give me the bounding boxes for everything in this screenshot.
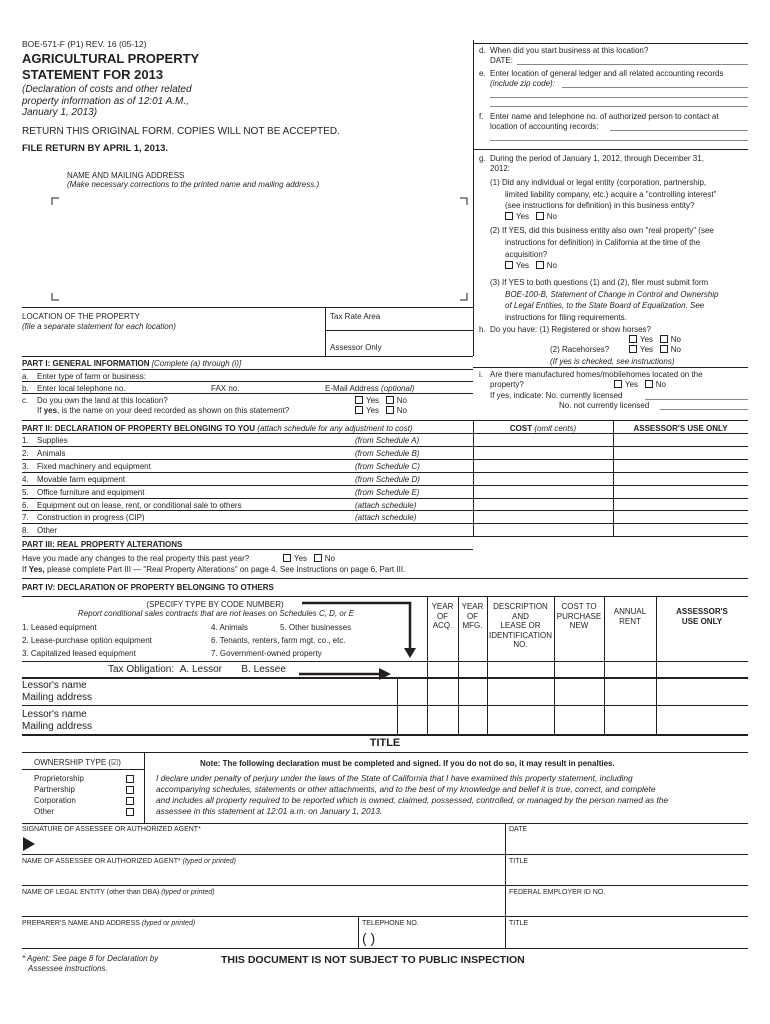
h1-no-checkbox[interactable] xyxy=(660,335,668,343)
g3-line2: BOE-100-B, Statement of Change in Control and Ownership xyxy=(505,290,719,299)
part2-row-label: Office furniture and equipment xyxy=(37,487,145,497)
item-i-text1: Are there manufactured homes/mobilehomes located on the xyxy=(490,370,703,379)
c1-yes-checkbox[interactable] xyxy=(355,396,363,404)
telephone-label: TELEPHONE NO. xyxy=(362,920,419,927)
part1-title-note: [Complete (a) through (i)] xyxy=(151,359,242,368)
code-1: 1. Leased equipment xyxy=(22,623,97,632)
code-arrow xyxy=(300,600,430,660)
cost-new-header: COST TO PURCHASE NEW xyxy=(556,602,602,631)
h1-yes-no[interactable] xyxy=(629,335,681,345)
c2-no-checkbox[interactable] xyxy=(386,406,394,414)
code-2: 2. Lease-purchase option equipment xyxy=(22,636,152,645)
part2-row-label: Equipment out on lease, rent, or conditional sale to others xyxy=(37,500,242,510)
preparer-label: PREPARER'S NAME AND ADDRESS (typed or printed) xyxy=(22,920,196,927)
ownership-type-checkbox[interactable] xyxy=(126,775,134,783)
item-h: h. xyxy=(479,325,486,334)
tax-rate-area-label: Tax Rate Area xyxy=(330,312,381,321)
yes-label: Yes xyxy=(640,335,654,344)
code-6: 6. Tenants, renters, farm mgt. co., etc. xyxy=(211,636,346,645)
item-a-text: Enter type of farm or business: xyxy=(37,372,146,381)
g3-line4: instructions for filing requirements. xyxy=(505,313,627,322)
date-label-sig: DATE xyxy=(509,826,528,833)
part3-question: Have you made any changes to the real property this past year? xyxy=(22,554,250,563)
item-f: f. xyxy=(479,112,484,121)
assessor-use-header: ASSESSOR'S USE ONLY xyxy=(633,424,728,433)
h2-yes-checkbox[interactable] xyxy=(629,345,637,353)
location-note: (file a separate statement for each location) xyxy=(22,322,176,331)
date-label: DATE: xyxy=(490,56,513,65)
mailing-address-1: Mailing address xyxy=(22,692,93,703)
item-f-text2: location of accounting records: xyxy=(490,122,599,131)
part2-cost-field[interactable] xyxy=(475,499,611,510)
p3-no-checkbox[interactable] xyxy=(314,554,322,562)
yes-label: Yes xyxy=(516,261,530,270)
part1-title-text: PART I: GENERAL INFORMATION xyxy=(22,359,150,368)
g1-yes-checkbox[interactable] xyxy=(505,212,513,220)
yes-label: Yes xyxy=(625,380,639,389)
fax-label: FAX no. xyxy=(211,384,240,393)
i-no-checkbox[interactable] xyxy=(645,380,653,388)
part2-row-schedule: (attach schedule) xyxy=(355,500,417,510)
part2-row-label: Supplies xyxy=(37,436,68,445)
sign-here-arrow xyxy=(22,836,36,852)
title-label: TITLE xyxy=(509,858,529,865)
g1-no-checkbox[interactable] xyxy=(536,212,544,220)
c2-yes-checkbox[interactable] xyxy=(355,406,363,414)
item-c: c. xyxy=(22,396,29,405)
c1-no-checkbox[interactable] xyxy=(386,396,394,404)
h-note: (If yes is checked, see instructions) xyxy=(550,357,675,366)
assessor-only-label: Assessor Only xyxy=(330,343,382,352)
yes-label: Yes xyxy=(294,554,308,563)
contact-field-2[interactable] xyxy=(490,140,748,141)
g2-line2: instructions for definition) in California at the time of the xyxy=(505,238,701,247)
part2-row-label: Animals xyxy=(37,448,66,458)
lessee-arrow xyxy=(297,666,397,682)
form-title-line2: STATEMENT FOR 2013 xyxy=(22,67,164,82)
g2-yes-no[interactable] xyxy=(505,261,557,271)
part2-row-label: Fixed machinery and equipment xyxy=(37,461,151,471)
item-h-text: Do you have: (1) Registered or show horses? xyxy=(490,325,651,334)
part2-row-num: 5. xyxy=(22,487,29,497)
i-yes-checkbox[interactable] xyxy=(614,380,622,388)
declaration-text-3: and includes all property required to be reported which is owned, claimed, possessed, controlled, or managed by the person named as the xyxy=(156,795,669,805)
agent-note-1: * Agent: See page 8 for Declaration by xyxy=(22,954,159,963)
year-mfg-header: YEAR OF MFG. xyxy=(461,602,484,631)
h2-no-checkbox[interactable] xyxy=(660,345,668,353)
h2-yes-no[interactable] xyxy=(629,345,681,355)
name-address-label: NAME AND MAILING ADDRESS xyxy=(67,171,185,180)
subtitle-1: (Declaration of costs and other related xyxy=(22,84,192,95)
part2-row-schedule: (from Schedule A) xyxy=(355,436,420,445)
contact-field-1[interactable] xyxy=(610,130,748,131)
ledger-field-2[interactable] xyxy=(490,97,748,98)
part2-row-schedule: (from Schedule B) xyxy=(355,448,420,458)
title-label-2: TITLE xyxy=(509,920,529,927)
ownership-type-checkbox[interactable] xyxy=(126,786,134,794)
part2-row-label: Construction in progress (CIP) xyxy=(37,513,145,523)
part1-title xyxy=(22,359,241,369)
no-label: No xyxy=(396,396,407,405)
ledger-field-3[interactable] xyxy=(490,106,748,107)
date-field[interactable] xyxy=(517,64,748,65)
part2-row-label: Other xyxy=(37,526,58,536)
location-label: LOCATION OF THE PROPERTY xyxy=(22,312,140,321)
year-acq-header: YEAR OF ACQ. xyxy=(431,602,454,631)
corner-mark-tl xyxy=(51,197,59,205)
mailing-address-2: Mailing address xyxy=(22,721,93,732)
name-address-note: (Make necessary corrections to the printed name and mailing address.) xyxy=(67,180,320,189)
part2-cost-field[interactable] xyxy=(475,447,611,458)
item-i-text2: property? xyxy=(490,380,524,389)
part2-row-schedule: (attach schedule) xyxy=(355,513,417,523)
item-f-text1: Enter name and telephone no. of authorized person to contact at xyxy=(490,112,719,121)
part2-row-num: 7. xyxy=(22,513,29,523)
part2-row-num: 8. xyxy=(22,526,29,536)
assessor-use-header-p4: ASSESSOR'S USE ONLY xyxy=(676,607,728,626)
item-d: d. xyxy=(479,46,486,55)
item-e: e. xyxy=(479,69,486,78)
declaration-text-4: assessee in this statement at 12:01 a.m. on January 1, 2013. xyxy=(156,806,383,816)
no-label: No xyxy=(655,380,666,389)
g1-line3: (see instructions for definition) in this business entity? xyxy=(505,201,695,210)
part2-row-num: 4. xyxy=(22,474,29,484)
part2-cost-field[interactable] xyxy=(475,473,611,484)
part3-title: PART III: REAL PROPERTY ALTERATIONS xyxy=(22,540,183,549)
form-id: BOE-571-F (P1) REV. 16 (05-12) xyxy=(22,39,147,49)
item-a: a. xyxy=(22,372,29,381)
item-i-text4: No. not currently licensed xyxy=(559,401,650,410)
part2-row-label: Movable farm equipment xyxy=(37,474,126,484)
part2-row-schedule: (from Schedule C) xyxy=(355,461,420,471)
h2-label: (2) Racehorses? xyxy=(550,345,610,354)
item-e-text: Enter location of general ledger and all related accounting records xyxy=(490,69,724,78)
part2-row-num: 2. xyxy=(22,448,29,458)
no-label: No xyxy=(670,345,681,354)
corner-mark-br xyxy=(460,293,468,301)
part2-row-schedule: (from Schedule E) xyxy=(355,487,420,497)
item-i-text3: If yes, indicate: No. currently licensed xyxy=(490,391,623,400)
item-g-text2: 2012: xyxy=(490,164,511,173)
signature-field[interactable] xyxy=(40,836,500,852)
code-3: 3. Capitalized leased equipment xyxy=(22,649,136,658)
item-g: g. xyxy=(479,154,486,163)
declaration-text-2: accompanying schedules, statements or other attachments, and to the best of my knowledge and belief it is true, correct, and complete xyxy=(156,784,656,794)
subtitle-3: January 1, 2013) xyxy=(22,107,98,118)
part4-title: PART IV: DECLARATION OF PROPERTY BELONGING TO OTHERS xyxy=(22,583,274,592)
item-d-text: When did you start business at this location? xyxy=(490,46,649,55)
signature-label: SIGNATURE OF ASSESSEE OR AUTHORIZED AGENT* xyxy=(22,826,201,833)
item-b-text: Enter local telephone no. xyxy=(37,384,126,393)
g1-yes-no[interactable] xyxy=(505,212,557,222)
g1-line2: limited liability company, etc.) acquire a "controlling interest" xyxy=(505,190,717,199)
ownership-type-label: Partnership xyxy=(34,785,75,794)
ownership-type-label: Proprietorship xyxy=(34,774,84,783)
p3-yes-no[interactable] xyxy=(283,554,335,564)
no-label: No xyxy=(324,554,335,563)
email-note: (optional) xyxy=(381,384,415,393)
part2-title-text: PART II: DECLARATION OF PROPERTY BELONGING TO YOU xyxy=(22,424,256,433)
no-label: No xyxy=(546,261,557,270)
not-licensed-field[interactable] xyxy=(660,409,748,410)
part2-row-num: 6. xyxy=(22,500,29,510)
ownership-type-checkbox[interactable] xyxy=(126,808,134,816)
c2-yes-no[interactable] xyxy=(355,406,407,416)
g2-yes-checkbox[interactable] xyxy=(505,261,513,269)
g2-no-checkbox[interactable] xyxy=(536,261,544,269)
part2-cost-field[interactable] xyxy=(475,460,611,471)
item-c2-text: If yes, is the name on your deed recorded as shown on this statement? xyxy=(37,406,290,415)
g1-line1: (1) Did any individual or legal entity (corporation, partnership, xyxy=(490,178,707,187)
p3-yes-checkbox[interactable] xyxy=(283,554,291,562)
fein-label: FEDERAL EMPLOYER ID NO. xyxy=(509,889,606,896)
ownership-type-label: Corporation xyxy=(34,796,76,805)
ownership-type: OWNERSHIP TYPE (☑) xyxy=(34,758,121,767)
part2-cost-field[interactable] xyxy=(475,524,611,535)
code-7: 7. Government-owned property xyxy=(211,649,322,658)
file-by: FILE RETURN BY APRIL 1, 2013. xyxy=(22,143,169,154)
yes-label: Yes xyxy=(640,345,654,354)
g2-line3: acquisition? xyxy=(505,250,548,259)
legal-entity-label: NAME OF LEGAL ENTITY (other than DBA) (typed or printed) xyxy=(22,889,215,896)
item-i: i. xyxy=(479,370,483,379)
declaration-note: Note: The following declaration must be completed and signed. If you do not do so, it may result in penalties. xyxy=(200,759,615,768)
no-label: No xyxy=(396,406,407,415)
licensed-field[interactable] xyxy=(645,399,748,400)
part2-title-note: (attach schedule for any adjustment to cost) xyxy=(257,424,413,433)
part2-row-num: 1. xyxy=(22,436,29,445)
no-label: No xyxy=(546,212,557,221)
form-title-line1: AGRICULTURAL PROPERTY xyxy=(22,51,200,66)
corner-mark-bl xyxy=(51,293,59,301)
declaration-text-1: I declare under penalty of perjury under the laws of the State of California that I have examined this property statement, including xyxy=(156,773,633,783)
part2-cost-field[interactable] xyxy=(475,434,611,445)
lessor-name-1: Lessor's name xyxy=(22,680,87,691)
yes-label: Yes xyxy=(366,406,380,415)
part3-note: If Yes, please complete Part III — "Real Property Alterations" on page 4. See Instructions on page 6, Part III. xyxy=(22,565,406,574)
code-5: 5. Other businesses xyxy=(280,623,352,632)
c1-yes-no[interactable] xyxy=(355,396,407,406)
code-4: 4. Animals xyxy=(211,623,248,632)
h1-yes-checkbox[interactable] xyxy=(629,335,637,343)
agent-note-2: Assessee instructions. xyxy=(28,964,108,973)
lessor-name-2: Lessor's name xyxy=(22,709,87,720)
g3-line1: (3) If YES to both questions (1) and (2), filer must submit form xyxy=(490,278,709,287)
subtitle-2: property information as of 12:01 A.M., xyxy=(22,96,189,107)
declaration-title: TITLE xyxy=(369,737,401,749)
telephone-parens[interactable]: ( ) xyxy=(362,930,376,946)
corner-mark-tr xyxy=(460,197,468,205)
item-e-note: (include zip code): xyxy=(490,79,555,88)
yes-label: Yes xyxy=(516,212,530,221)
specify-type: (SPECIFY TYPE BY CODE NUMBER) xyxy=(146,600,284,609)
i-yes-no[interactable] xyxy=(614,380,666,390)
part2-row-schedule: (from Schedule D) xyxy=(355,474,420,484)
item-g-text1: During the period of January 1, 2012, through December 31, xyxy=(490,154,704,163)
report-note: Report conditional sales contracts that are not leases on Schedules C, D, or E xyxy=(77,609,355,618)
return-notice: RETURN THIS ORIGINAL FORM. COPIES WILL NOT BE ACCEPTED. xyxy=(22,126,340,137)
item-c-text: Do you own the land at this location? xyxy=(37,396,168,405)
g3-line3: of Legal Entities, to the State Board of Equalization. See xyxy=(505,301,705,310)
ownership-type-label: Other xyxy=(34,807,55,816)
public-inspection-note: THIS DOCUMENT IS NOT SUBJECT TO PUBLIC INSPECTION xyxy=(221,954,525,966)
part2-row-num: 3. xyxy=(22,461,29,471)
tax-obligation: Tax Obligation: A. Lessor B. Lessee xyxy=(108,664,286,675)
email-text: E-Mail Address xyxy=(325,384,379,393)
annual-rent-header: ANNUAL RENT xyxy=(613,607,647,626)
date-field-sig[interactable] xyxy=(509,836,744,852)
g2-line1: (2) If YES, did this business entity also own "real property" (see xyxy=(490,226,714,235)
no-label: No xyxy=(670,335,681,344)
item-b: b. xyxy=(22,384,29,393)
cost-header: COST (omit cents) xyxy=(509,424,577,433)
yes-label: Yes xyxy=(366,396,380,405)
assessee-name-label: NAME OF ASSESSEE OR AUTHORIZED AGENT* (typed or printed) xyxy=(22,858,236,865)
part2-cost-field[interactable] xyxy=(475,511,611,522)
ownership-type-checkbox[interactable] xyxy=(126,797,134,805)
description-header: DESCRIPTION AND LEASE OR IDENTIFICATION NO. xyxy=(489,602,552,650)
ledger-field-1[interactable] xyxy=(562,87,748,88)
part2-cost-field[interactable] xyxy=(475,486,611,497)
